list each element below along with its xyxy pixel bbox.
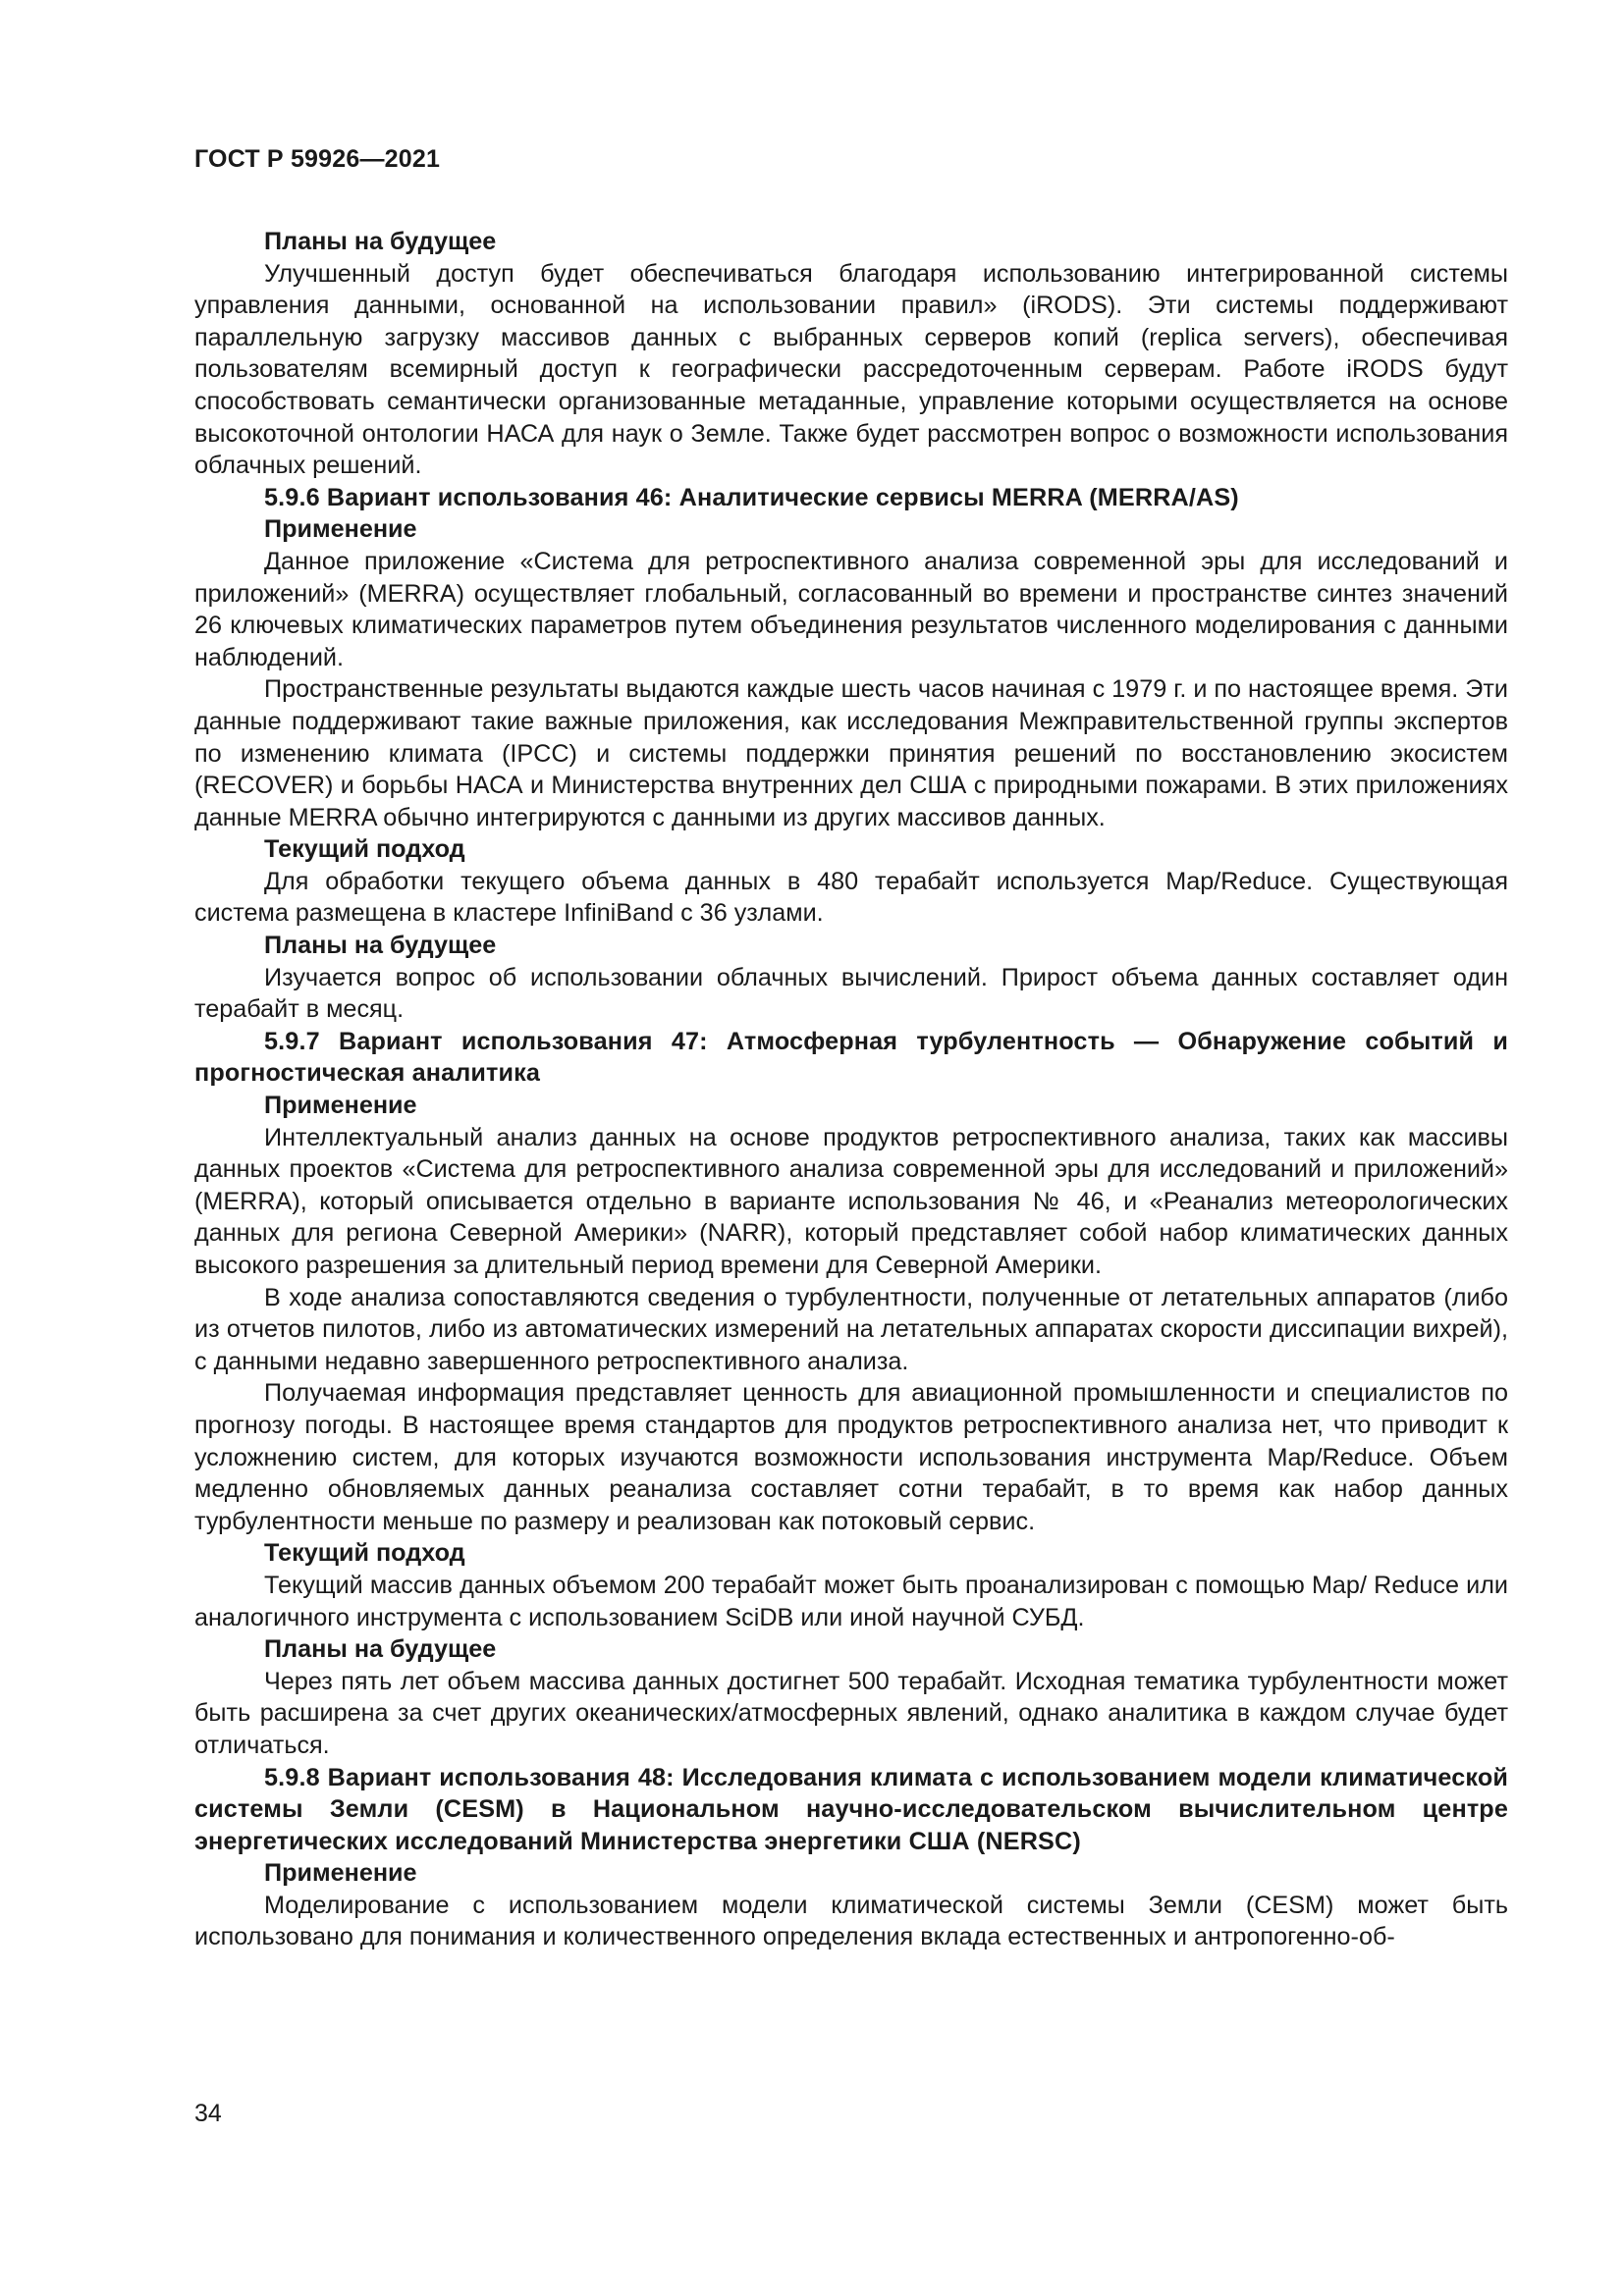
paragraph: Через пять лет объем массива данных достигнет 500 терабайт. Исходная тематика турбулентности может быть расширена за счет других океанических/атмосферных явлений, однако аналитика в каждом случае будет отличаться. (194, 1667, 1508, 1759)
subsection-heading: Планы на будущее (264, 1635, 497, 1664)
paragraph: Данное приложение «Система для ретроспективного анализа современной эры для исследований и приложений» (MERRA) осуществляет глобальный, согласованный во времени и пространстве синтез значений 26 ключевых климатических параметров путем объединения результатов численного моделирования с данными наблюдений. (194, 547, 1508, 671)
paragraph: Интеллектуальный анализ данных на основе продуктов ретроспективного анализа, таких как массивы данных проектов «Система для ретроспективного анализа современной эры для исследований и приложений» (MERRA), который описывается отдельно в варианте использования № 46, и «Реанализ метеорологических данных для региона Северной Америки» (NARR), который представляет собой набор климатических данных высокого разрешения за длительный период времени для Северной Америки. (194, 1123, 1508, 1279)
document-header: ГОСТ Р 59926—2021 (194, 145, 441, 173)
section-heading: 5.9.8 Вариант использования 48: Исследования климата с использованием модели климатической системы Земли (CESM) в Национальном научно-исследовательском вычислительном центре энергетических исследований Министерства энергетики США (NERSC) (194, 1763, 1508, 1855)
paragraph: Моделирование с использованием модели климатической системы Земли (CESM) может быть использовано для понимания и количественного определения вклада естественных и антропогенно-об- (194, 1891, 1508, 1951)
subsection-heading: Применение (264, 515, 417, 544)
subsection-heading: Текущий подход (264, 835, 465, 864)
paragraph: Улучшенный доступ будет обеспечиваться благодаря использованию интегрированной системы управления данными, основанной на использовании правил» (iRODS). Эти системы поддерживают параллельную загрузку массивов данных с выбранных серверов копий (replica servers), обеспечивая пользователям всемирный доступ к географически рассредоточенным серверам. Работе iRODS будут способствовать семантически организованные метаданные, управление которыми осуществляется на основе высокоточной онтологии НАСА для наук о Земле. Также будет рассмотрен вопрос о возможности использования облачных решений. (194, 259, 1508, 480)
paragraph: Текущий массив данных объемом 200 терабайт может быть проанализирован с помощью Map/ Reduce или аналогичного инструмента с использованием SciDB или иной научной СУБД. (194, 1571, 1508, 1631)
subsection-heading: Применение (264, 1092, 417, 1120)
paragraph: Пространственные результаты выдаются каждые шесть часов начиная с 1979 г. и по настоящее время. Эти данные поддерживают такие важные приложения, как исследования Межправительственной группы экспертов по изменению климата (IPCC) и системы поддержки принятия решений по восстановлению экосистем (RECOVER) и борьбы НАСА и Министерства внутренних дел США с природными пожарами. В этих приложениях данные MERRA обычно интегрируются с данными из других массивов данных. (194, 675, 1508, 831)
paragraph: Изучается вопрос об использовании облачных вычислений. Прирост объема данных составляет один терабайт в месяц. (194, 963, 1508, 1024)
document-body (194, 226, 1508, 1953)
subsection-heading: Применение (264, 1859, 417, 1888)
section-heading: 5.9.6 Вариант использования 46: Аналитические сервисы MERRA (MERRA/AS) (264, 483, 1239, 511)
subsection-heading: Планы на будущее (264, 228, 497, 255)
subsection-heading: Планы на будущее (264, 932, 497, 960)
paragraph: Получаемая информация представляет ценность для авиационной промышленности и специалистов по прогнозу погоды. В настоящее время стандартов для продуктов ретроспективного анализа нет, что приводит к усложнению систем, для которых изучаются возможности использования инструмента Map/Reduce. Объем медленно обновляемых данных реанализа составляет сотни терабайт, в то время как набор данных турбулентности меньше по размеру и реализован как потоковый сервис. (194, 1379, 1508, 1535)
page-number: 34 (194, 2100, 222, 2127)
paragraph: Для обработки текущего объема данных в 480 терабайт используется Map/Reduce. Существующая система размещена в кластере InfiniBand с 36 узлами. (194, 867, 1508, 928)
subsection-heading: Текущий подход (264, 1539, 465, 1568)
paragraph: В ходе анализа сопоставляются сведения о турбулентности, полученные от летательных аппаратов (либо из отчетов пилотов, либо из автоматических измерений на летательных аппаратах скорости диссипации вихрей), с данными недавно завершенного ретроспективного анализа. (194, 1283, 1508, 1375)
section-heading: 5.9.7 Вариант использования 47: Атмосферная турбулентность — Обнаружение событий и прогностическая аналитика (194, 1027, 1508, 1088)
